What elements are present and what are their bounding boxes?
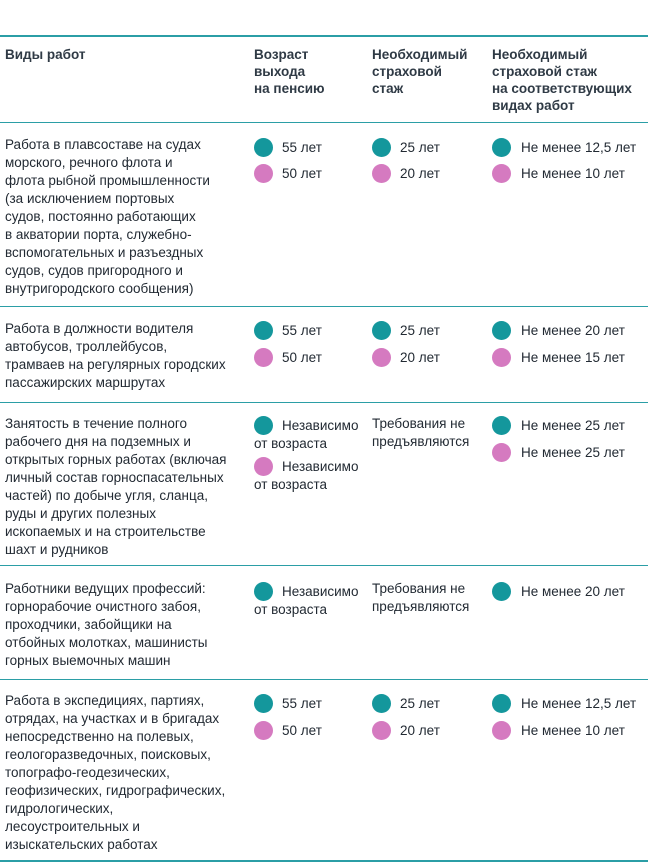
women-marker-icon [254, 164, 273, 183]
women-marker-icon [492, 164, 511, 183]
men-marker-icon [254, 321, 273, 340]
row-divider [0, 679, 648, 680]
common-marker-icon [254, 582, 273, 601]
row-2-age-men: 55 лет [282, 323, 322, 338]
row-4-age-l1: Независимо [282, 584, 359, 599]
row-5-work-description: Работа в экспедициях, партиях, отрядах, на участках и в бригадах непосредственно на полевых, геологоразведочных, поисковых, топографо-геодезических, геофизических, гидрографических, гидрологических, лесоустроительных и изыскательских работах [5, 693, 226, 852]
row-2-age-women: 50 лет [282, 350, 322, 365]
row-2-exp-women: 20 лет [400, 350, 440, 365]
row-4-exp: Требования не предъявляются [372, 581, 470, 614]
row-3-age-women-l1: Независимо [282, 459, 359, 474]
row-1-exp-men: 25 лет [400, 140, 440, 155]
women-marker-icon [254, 721, 273, 740]
men-marker-icon [492, 694, 511, 713]
row-2-special-men: Не менее 20 лет [521, 323, 625, 338]
row-1-age-men: 55 лет [282, 140, 322, 155]
row-divider [0, 565, 648, 566]
row-3-age-men-l1: Независимо [282, 418, 359, 433]
row-3-special-women: Не менее 25 лет [521, 445, 625, 460]
men-marker-icon [254, 694, 273, 713]
row-3-exp: Требования не предъявляются [372, 416, 470, 449]
header-rule [0, 122, 648, 123]
header-special-experience: Необходимый страховой стаж на соответствующих видах работ [492, 47, 632, 113]
men-marker-icon [492, 416, 511, 435]
row-divider [0, 402, 648, 403]
row-2-exp-men: 25 лет [400, 323, 440, 338]
men-marker-icon [372, 321, 391, 340]
row-divider [0, 306, 648, 307]
men-marker-icon [492, 138, 511, 157]
row-4-work-description: Работники ведущих профессий: горнорабочие очистного забоя, проходчики, забойщики на отбойных молотках, машинисты горных выемочных машин [5, 581, 208, 668]
women-marker-icon [492, 721, 511, 740]
table-bottom-rule [0, 860, 648, 862]
row-1-special-men: Не менее 12,5 лет [521, 140, 637, 155]
row-5-special-women: Не менее 10 лет [521, 723, 625, 738]
women-marker-icon [254, 348, 273, 367]
women-marker-icon [492, 443, 511, 462]
row-1-work-description: Работа в плавсоставе на судах морского, речного флота и флота рыбной промышленности (за исключением портовых судов, постоянно работающих в акватории порта, служебно- вспомогательных и разъездных судов, судов пригородного и внутригородского сообщения) [5, 137, 210, 296]
men-marker-icon [372, 694, 391, 713]
men-marker-icon [492, 321, 511, 340]
row-2-work-description: Работа в должности водителя автобусов, троллейбусов, трамваев на регулярных городских пассажирских маршрутах [5, 321, 226, 390]
row-2-special-women: Не менее 15 лет [521, 350, 625, 365]
row-3-work-description: Занятость в течение полного рабочего дня на подземных и открытых горных работах (включая личный состав горноспасательных частей) по добыче угля, сланца, руды и других полезных ископаемых и на строительстве шахт и рудников [5, 416, 227, 557]
row-3-special-men: Не менее 25 лет [521, 418, 625, 433]
row-4-age-l2: от возраста [254, 602, 328, 617]
row-4-special: Не менее 20 лет [521, 584, 625, 599]
row-1-special-women: Не менее 10 лет [521, 166, 625, 181]
header-insurance-experience: Необходимый страховой стаж [372, 47, 468, 96]
row-3-age-men-l2: от возраста [254, 436, 328, 451]
header-retirement-age: Возраст выхода на пенсию [254, 47, 325, 96]
row-5-exp-women: 20 лет [400, 723, 440, 738]
women-marker-icon [492, 348, 511, 367]
men-marker-icon [372, 138, 391, 157]
row-5-age-men: 55 лет [282, 696, 322, 711]
row-1-exp-women: 20 лет [400, 166, 440, 181]
women-marker-icon [254, 457, 273, 476]
header-work-types: Виды работ [5, 47, 86, 62]
women-marker-icon [372, 348, 391, 367]
women-marker-icon [372, 721, 391, 740]
row-3-age-women-l2: от возраста [254, 477, 328, 492]
row-5-age-women: 50 лет [282, 723, 322, 738]
table-top-rule [0, 35, 648, 37]
women-marker-icon [372, 164, 391, 183]
men-marker-icon [254, 416, 273, 435]
row-5-exp-men: 25 лет [400, 696, 440, 711]
row-1-age-women: 50 лет [282, 166, 322, 181]
row-5-special-men: Не менее 12,5 лет [521, 696, 637, 711]
men-marker-icon [254, 138, 273, 157]
common-marker-icon [492, 582, 511, 601]
